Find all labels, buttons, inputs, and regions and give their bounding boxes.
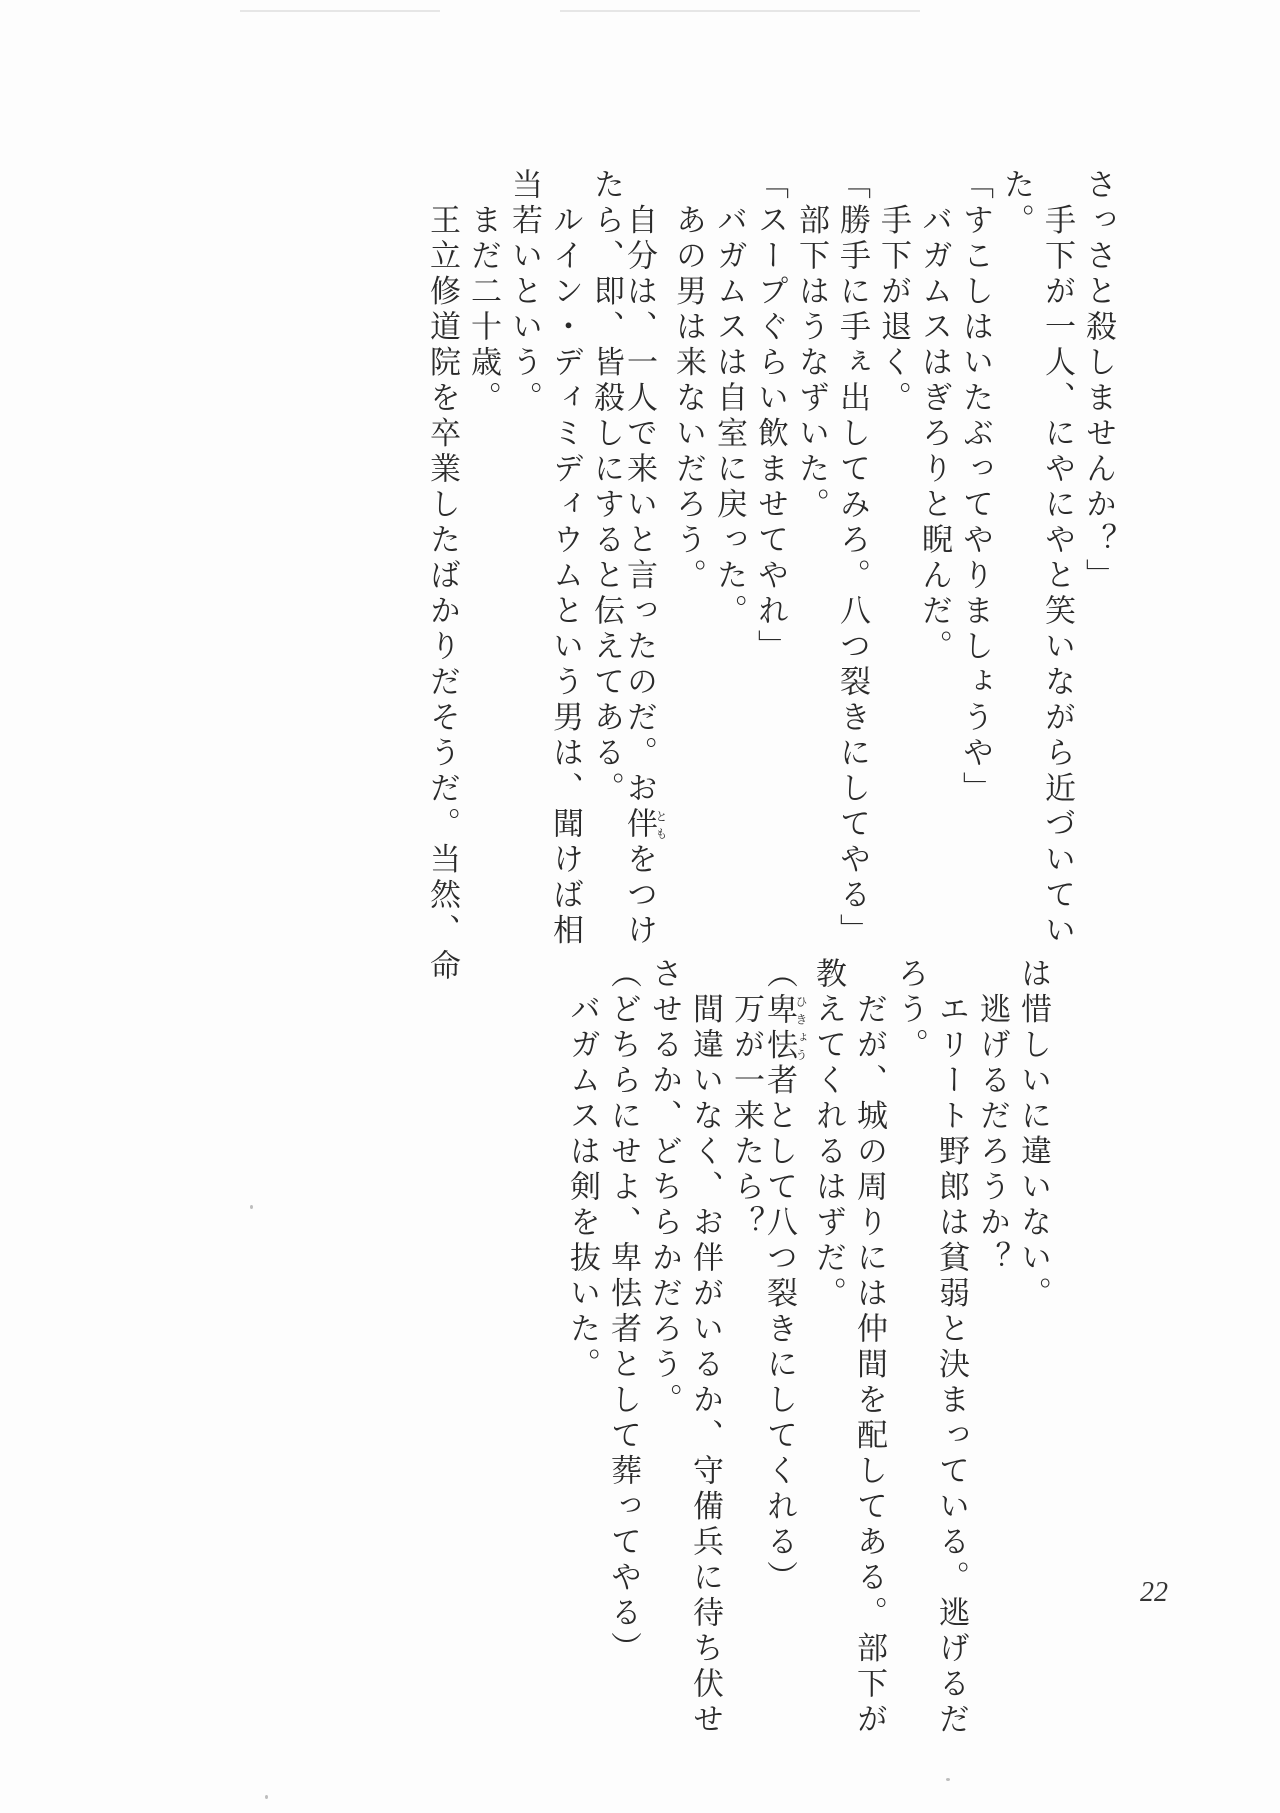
scan-edge-mark bbox=[560, 10, 920, 12]
text-line: あの男は来ないだろう。 bbox=[670, 168, 706, 594]
text-line: ろう。 bbox=[892, 957, 928, 1064]
text-line: エリート野郎は貧弱と決まっている。逃げるだ bbox=[933, 957, 969, 1738]
text-line: まだ二十歳。 bbox=[465, 168, 501, 417]
ruby-hikyou: 卑怯ひきょう bbox=[761, 992, 808, 1064]
text-line: 当若いという。 bbox=[506, 168, 542, 417]
ruby-hikyou-reading: ひきょう bbox=[794, 992, 808, 1064]
text-line: 手下が退く。 bbox=[875, 168, 911, 417]
text-line: 逃げるだろうか？ bbox=[974, 957, 1010, 1277]
text-line: だが、城の周りには仲間を配してある。部下が bbox=[851, 957, 887, 1738]
scan-speck bbox=[250, 1205, 253, 1209]
text-line: 自分は、一人で来いと言ったのだ。お伴ともをつけ bbox=[621, 168, 668, 949]
text-line: 「すこしはいたぶってやりましょうや」 bbox=[957, 168, 993, 807]
text-line: バガムスは剣を抜いた。 bbox=[564, 957, 600, 1383]
text-line: バガムスは自室に戻った。 bbox=[711, 168, 747, 630]
text-line: 教えてくれるはずだ。 bbox=[810, 957, 846, 1312]
text-line: 手下が一人、にやにやと笑いながら近づいてい bbox=[1039, 168, 1075, 949]
scan-speck bbox=[946, 1778, 950, 1781]
ruby-tomo: 伴とも bbox=[621, 807, 668, 843]
text-line: 「勝手に手ぇ出してみろ。八つ裂きにしてやる」 bbox=[834, 168, 870, 949]
text-line: 部下はうなずいた。 bbox=[793, 168, 829, 523]
text-block-bottom bbox=[561, 957, 1053, 1738]
text-line: たら、即、皆殺しにすると伝えてある。 bbox=[588, 168, 624, 807]
page-number: 22 bbox=[1140, 1577, 1168, 1608]
text-line: させるか、どちらかだろう。 bbox=[646, 957, 682, 1419]
scan-edge-mark bbox=[240, 10, 440, 12]
ruby-tomo-reading: とも bbox=[654, 807, 668, 843]
text-line: 間違いなく、お伴がいるか、守備兵に待ち伏せ bbox=[687, 957, 723, 1738]
text-line: バガムスはぎろりと睨んだ。 bbox=[916, 168, 952, 665]
text-line: 万が一来たら？ bbox=[728, 957, 764, 1241]
text-line: （どちらにせよ、卑怯者として葬ってやる） bbox=[605, 957, 641, 1667]
text-line: た。 bbox=[998, 168, 1034, 239]
text-line: （卑怯ひきょう者として八つ裂きにしてくれる） bbox=[761, 957, 808, 1596]
text-line: は惜しいに違いない。 bbox=[1015, 957, 1051, 1312]
text-line: さっさと殺しませんか？」 bbox=[1080, 168, 1116, 594]
scan-speck bbox=[265, 1795, 268, 1799]
text-line: 王立修道院を卒業したばかりだそうだ。当然、命 bbox=[424, 168, 460, 985]
text-block-top bbox=[421, 168, 1118, 985]
text-line: ルイン・ディミディウムという男は、聞けば相 bbox=[547, 168, 583, 949]
text-line: 「スープぐらい飲ませてやれ」 bbox=[752, 168, 788, 665]
